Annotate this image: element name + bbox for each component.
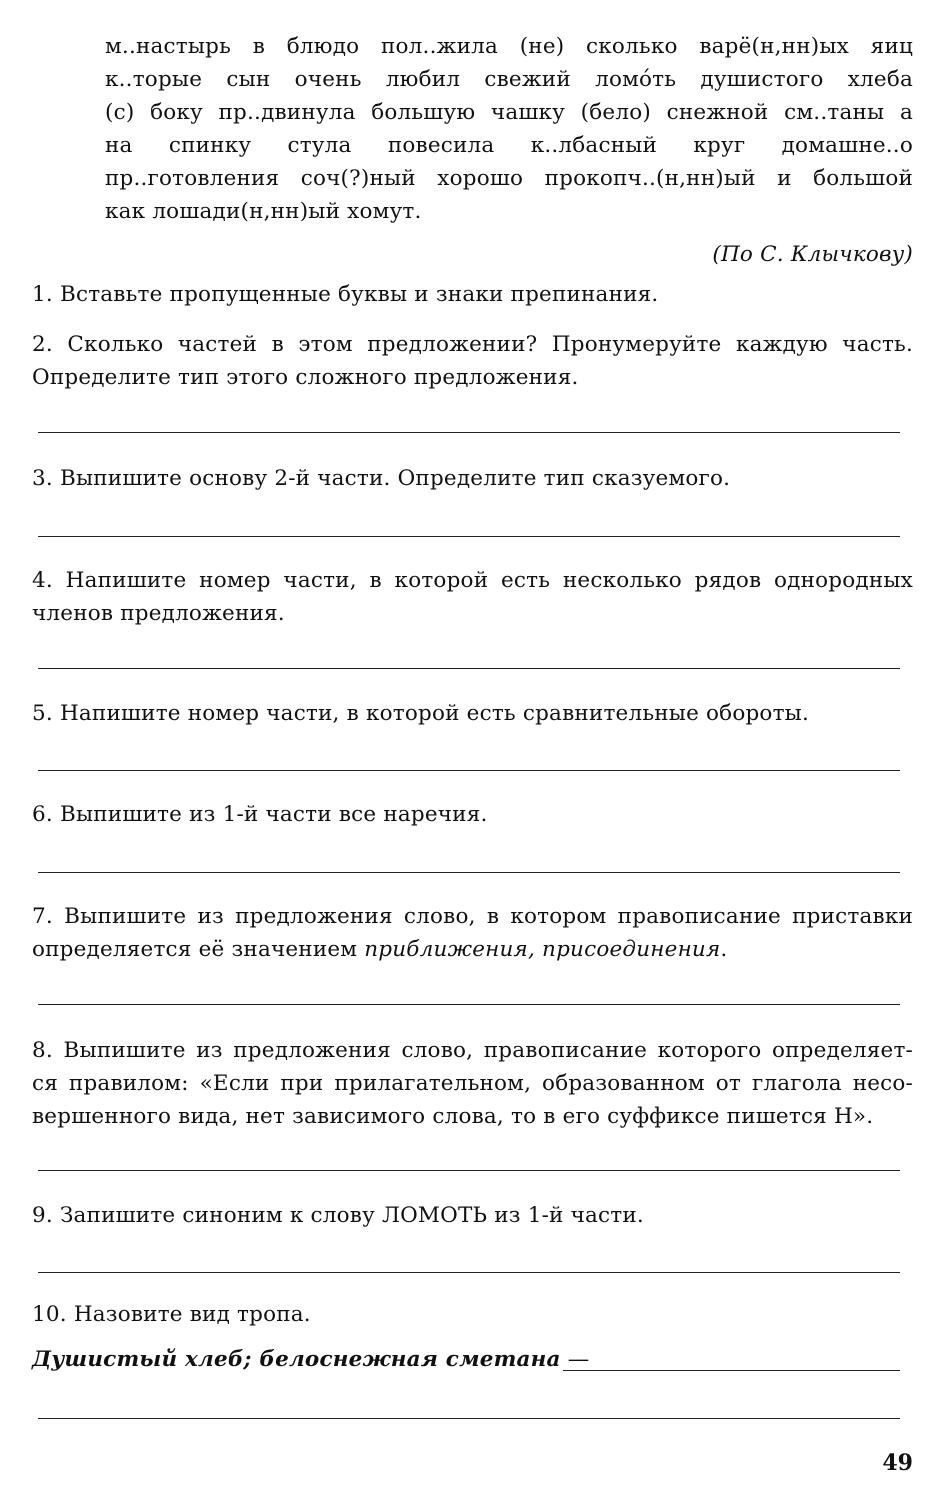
- question-text: 4. Напишите номер части, в которой есть несколько рядов однородных: [32, 568, 913, 593]
- passage-line: к..торые сын очень любил свежий ломо́ть душистого хлеба: [105, 67, 913, 92]
- question-7: [32, 900, 913, 966]
- question-text: 8. Выпишите из предложения слово, правописание которого определяет-: [32, 1038, 913, 1063]
- answer-line-7[interactable]: [38, 1004, 900, 1005]
- question-text: Определите тип этого сложного предложения.: [32, 365, 579, 390]
- question-9: [32, 1199, 913, 1232]
- page-number: 49: [882, 1450, 913, 1476]
- question-text: 3. Выпишите основу 2-й части. Определите тип сказуемого.: [32, 466, 731, 491]
- question-text: членов предложения.: [32, 601, 285, 626]
- dash: —: [560, 1347, 590, 1372]
- question-text: 6. Выпишите из 1-й части все наречия.: [32, 802, 488, 827]
- text-passage: [105, 30, 913, 228]
- question-text: определяется её значением приближения, присоединения.: [32, 937, 728, 962]
- question-3: [32, 462, 913, 495]
- italic-terms: приближения, присоединения: [364, 937, 721, 962]
- question-text: 10. Назовите вид тропа.: [32, 1302, 311, 1327]
- question-text: 9. Запишите синоним к слову ЛОМОТЬ из 1-й части.: [32, 1203, 644, 1228]
- answer-line-2[interactable]: [38, 432, 900, 433]
- question-8: [32, 1034, 913, 1133]
- answer-line-3[interactable]: [38, 536, 900, 537]
- passage-line: как лошади(н,нн)ый хомут.: [105, 199, 422, 224]
- answer-line-10b[interactable]: [38, 1418, 900, 1419]
- question-6: [32, 798, 913, 831]
- question-2: [32, 328, 913, 394]
- passage-attribution: (По С. Клычкову): [712, 242, 913, 267]
- answer-line-6[interactable]: [38, 872, 900, 873]
- question-text: 5. Напишите номер части, в которой есть сравнительные обороты.: [32, 701, 810, 726]
- passage-line: м..настырь в блюдо пол..жила (не) сколько варё(н,нн)ых яиц: [105, 34, 913, 59]
- passage-line: (с) боку пр..двинула большую чашку (бело) снежной см..таны а: [105, 100, 913, 125]
- question-5: [32, 697, 913, 730]
- question-text: 7. Выпишите из предложения слово, в котором правописание приставки: [32, 904, 913, 929]
- trope-example: [32, 1343, 589, 1376]
- question-1: [32, 278, 913, 311]
- question-text: вершенного вида, нет зависимого слова, то в его суффиксе пишется Н».: [32, 1104, 874, 1129]
- question-text: 2. Сколько частей в этом предложении? Пронумеруйте каждую часть.: [32, 332, 913, 357]
- question-text: 1. Вставьте пропущенные буквы и знаки препинания.: [32, 282, 659, 307]
- answer-line-10a[interactable]: [563, 1370, 900, 1371]
- passage-line: пр..готовления соч(?)ный хорошо прокопч..(н,нн)ый и большой: [105, 166, 913, 191]
- passage-line: на спинку стула повесила к..лбасный круг домашне..о: [105, 133, 913, 158]
- answer-line-8[interactable]: [38, 1170, 900, 1171]
- question-text: ся правилом: «Если при прилагательном, образованном от глагола несо-: [32, 1071, 913, 1096]
- answer-line-4[interactable]: [38, 668, 900, 669]
- answer-line-9[interactable]: [38, 1272, 900, 1273]
- question-10: [32, 1298, 913, 1331]
- question-4: [32, 564, 913, 630]
- answer-line-5[interactable]: [38, 770, 900, 771]
- trope-example-text: Душистый хлеб; белоснежная сметана: [32, 1347, 561, 1372]
